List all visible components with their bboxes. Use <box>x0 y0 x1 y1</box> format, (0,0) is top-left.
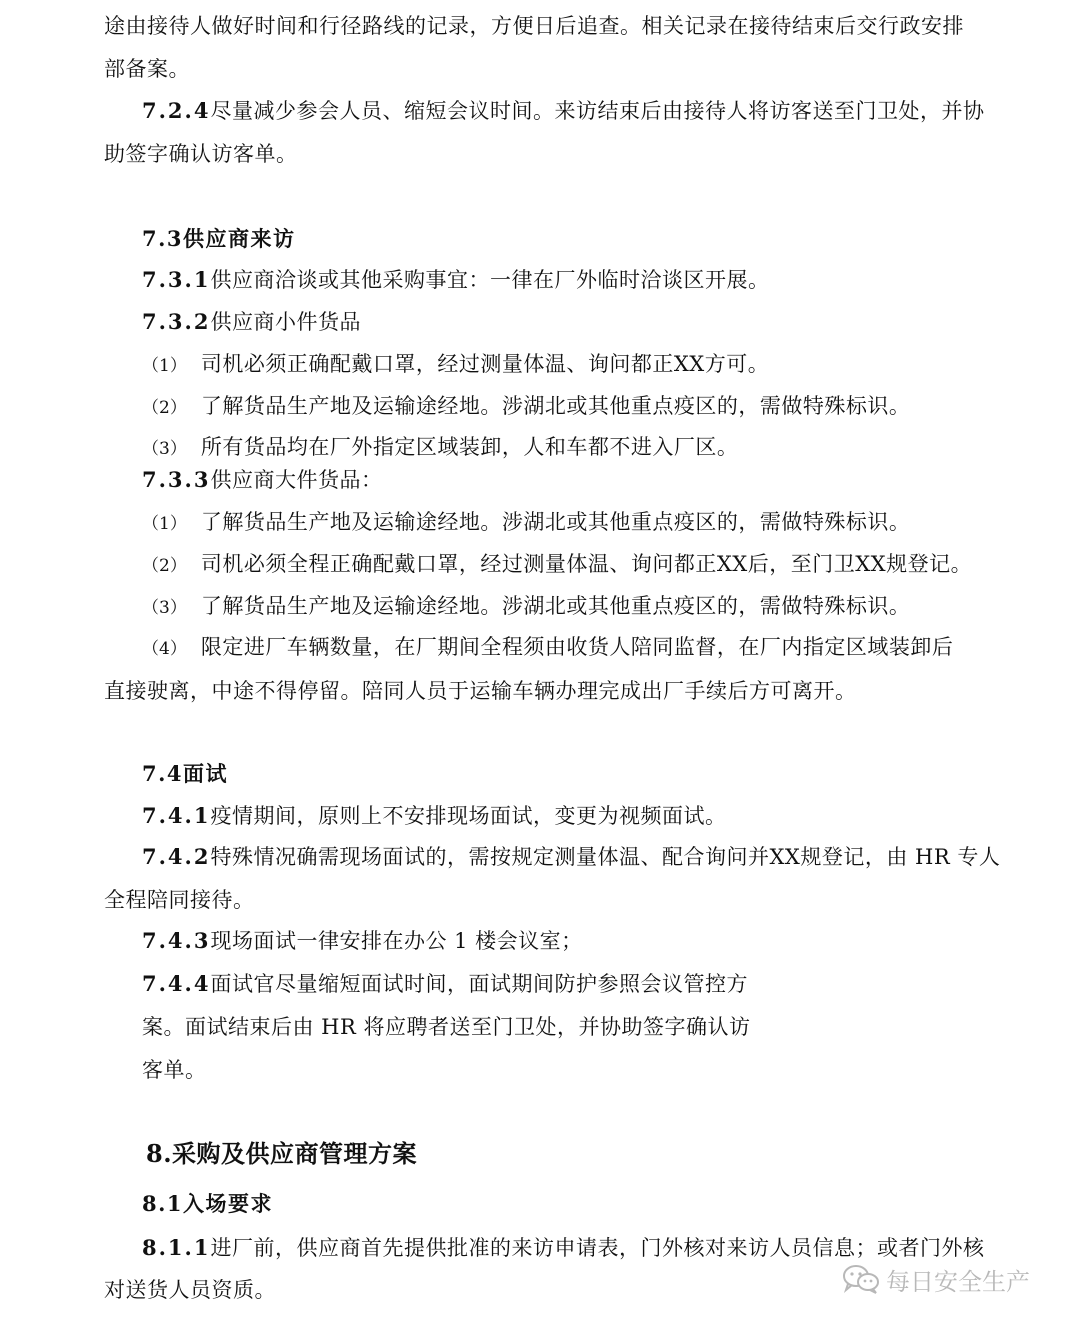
clause-text: 进厂前，供应商首先提供批准的来访申请表，门外核对来访人员信息；或者门外核 <box>210 1236 985 1260</box>
paragraph-742-continuation: 全程陪同接待。 <box>104 888 255 912</box>
list-text: 司机必须正确配戴口罩，经过测量体温、询问都正XX方可。 <box>200 352 770 376</box>
clause-number: 7.3.3 <box>142 467 211 492</box>
clause-number: 7.4.3 <box>142 928 211 953</box>
section-heading-8: 8.采购及供应商管理方案 <box>146 1139 418 1168</box>
section-heading-7-4: 7.4面试 <box>142 761 229 786</box>
list-text: 了解货品生产地及运输途经地。涉湖北或其他重点疫区的，需做特殊标识。 <box>200 510 911 534</box>
clause-text: 疫情期间，原则上不安排现场面试，变更为视频面试。 <box>210 804 727 828</box>
paragraph-742 <box>142 843 1000 871</box>
paragraph-744-continuation-end: 客单。 <box>142 1058 207 1082</box>
list-marker: （4） <box>142 639 187 659</box>
paragraph-743 <box>142 927 583 955</box>
paragraph-723-continuation-end: 部备案。 <box>104 57 190 81</box>
clause-text: 面试官尽量缩短面试时间，面试期间防护参照会议管控方 <box>210 972 748 996</box>
clause-number: 7.4.4 <box>142 971 211 996</box>
list-item-732-2 <box>142 392 910 422</box>
list-item-733-4 <box>142 633 953 663</box>
clause-number: 7.3.2 <box>142 309 211 334</box>
list-item-733-4-continuation: 直接驶离，中途不得停留。陪同人员于运输车辆办理完成出厂手续后方可离开。 <box>104 679 857 703</box>
paragraph-732 <box>142 308 361 336</box>
list-marker: （2） <box>142 398 187 418</box>
watermark-text: 每日安全生产 <box>886 1267 1030 1296</box>
paragraph-733 <box>142 466 382 494</box>
list-marker: （1） <box>142 356 187 376</box>
paragraph-723-continuation: 途由接待人做好时间和行径路线的记录，方便日后追查。相关记录在接待结束后交行政安排 <box>104 14 964 38</box>
list-marker: （1） <box>142 514 187 534</box>
clause-text: 尽量减少参会人员、缩短会议时间。来访结束后由接待人将访客送至门卫处，并协 <box>210 99 985 123</box>
paragraph-744 <box>142 970 748 998</box>
section-heading-8-1: 8.1入场要求 <box>142 1191 274 1216</box>
list-item-732-3 <box>142 433 738 463</box>
paragraph-811-continuation: 对送货人员资质。 <box>104 1278 276 1302</box>
clause-number: 8.1.1 <box>142 1235 211 1260</box>
clause-number: 7.3.1 <box>142 267 211 292</box>
clause-text: 现场面试一律安排在办公 1 楼会议室； <box>210 929 583 953</box>
clause-number: 7.4.1 <box>142 803 211 828</box>
wechat-icon <box>842 1264 880 1294</box>
paragraph-724 <box>142 97 984 125</box>
list-text: 司机必须全程正确配戴口罩，经过测量体温、询问都正XX后，至门卫XX规登记。 <box>200 552 973 576</box>
section-heading-7-3: 7.3供应商来访 <box>142 226 296 251</box>
list-text: 了解货品生产地及运输途经地。涉湖北或其他重点疫区的，需做特殊标识。 <box>200 594 911 618</box>
list-marker: （3） <box>142 439 187 459</box>
clause-text: 特殊情况确需现场面试的，需按规定测量体温、配合询问并XX规登记，由 HR 专人 <box>210 845 1001 869</box>
list-item-733-3 <box>142 592 910 622</box>
list-marker: （3） <box>142 598 187 618</box>
clause-number: 7.4.2 <box>142 844 211 869</box>
list-text: 了解货品生产地及运输途经地。涉湖北或其他重点疫区的，需做特殊标识。 <box>200 394 911 418</box>
paragraph-741 <box>142 802 726 830</box>
paragraph-731 <box>142 266 769 294</box>
list-marker: （2） <box>142 556 187 576</box>
list-item-733-1 <box>142 508 910 538</box>
clause-text: 供应商大件货品： <box>210 468 383 492</box>
paragraph-744-continuation: 案。面试结束后由 HR 将应聘者送至门卫处，并协助签字确认访 <box>142 1015 751 1039</box>
list-item-732-1 <box>142 350 769 380</box>
list-text: 限定进厂车辆数量，在厂期间全程须由收货人陪同监督，在厂内指定区域装卸后 <box>200 635 954 659</box>
list-text: 所有货品均在厂外指定区域装卸，人和车都不进入厂区。 <box>200 435 739 459</box>
paragraph-811 <box>142 1234 984 1262</box>
watermark <box>842 1262 1030 1296</box>
paragraph-724-continuation: 助签字确认访客单。 <box>104 142 298 166</box>
clause-text: 供应商洽谈或其他采购事宜：一律在厂外临时洽谈区开展。 <box>210 268 770 292</box>
list-item-733-2 <box>142 550 972 580</box>
clause-number: 7.2.4 <box>142 98 211 123</box>
clause-text: 供应商小件货品 <box>210 310 361 334</box>
